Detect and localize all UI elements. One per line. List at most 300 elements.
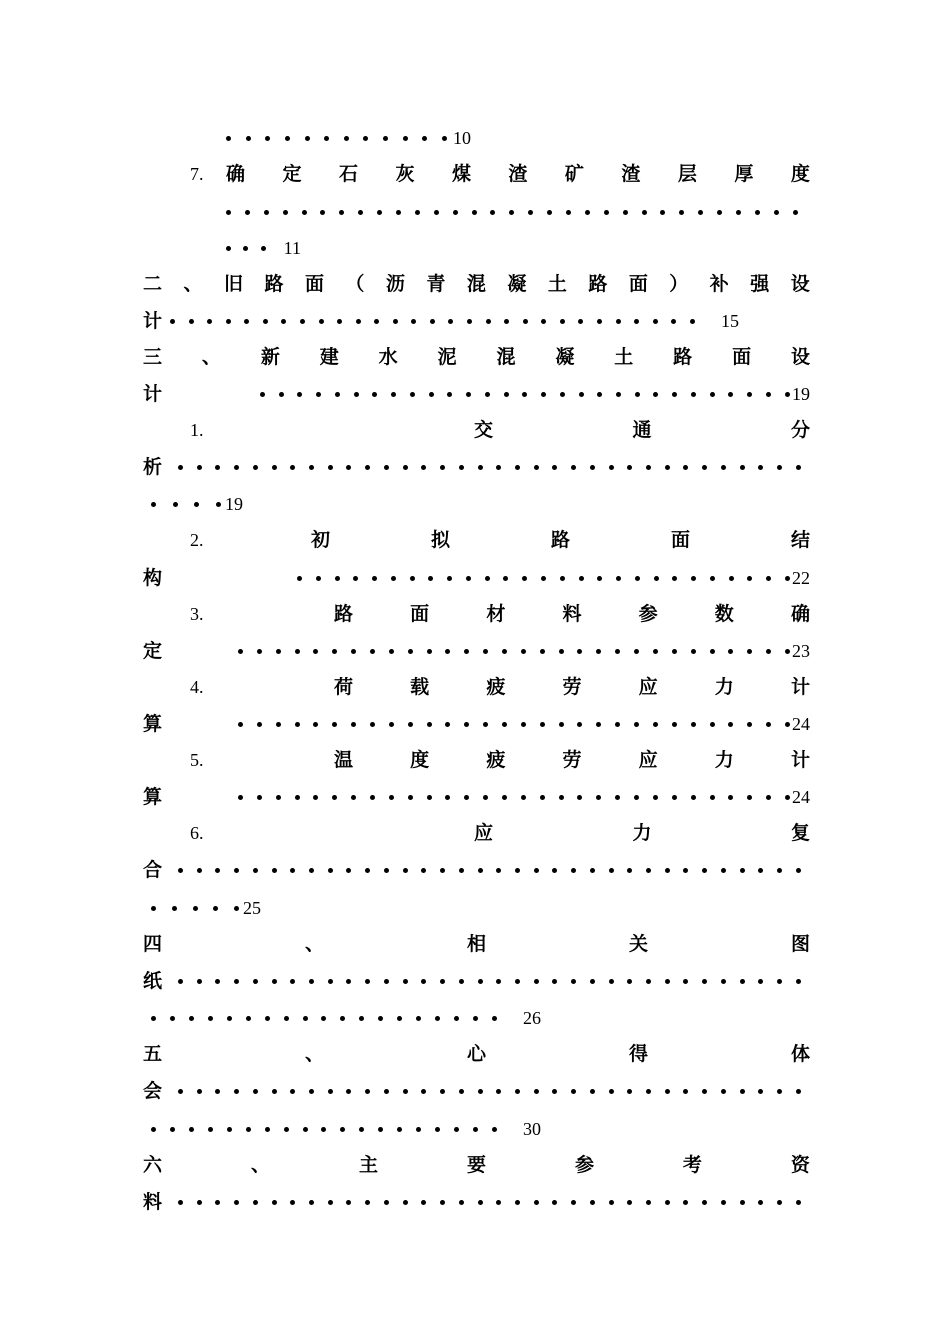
leader-dot — [528, 210, 533, 215]
title-char: 四 — [143, 933, 163, 955]
title-char: 路 — [334, 603, 354, 625]
dot-leader — [170, 319, 695, 324]
leader-dot — [615, 795, 620, 800]
leader-dot — [403, 136, 408, 141]
leader-dot — [571, 979, 576, 984]
leader-dot — [234, 1089, 239, 1094]
entry-number: 2. — [190, 530, 204, 550]
leader-dot — [344, 136, 349, 141]
title-char: 面 — [732, 346, 752, 368]
title-char: 相 — [466, 933, 486, 955]
leader-dot — [634, 795, 639, 800]
leader-dot — [234, 1200, 239, 1205]
dot-leader — [238, 795, 790, 800]
leader-dot — [702, 868, 707, 873]
leader-dot — [691, 649, 696, 654]
leader-dot — [747, 649, 752, 654]
title-char: 凝 — [507, 273, 527, 295]
leader-dot — [295, 649, 300, 654]
leader-dot — [590, 1200, 595, 1205]
leader-dot — [411, 319, 416, 324]
leader-dot — [346, 868, 351, 873]
leader-dot — [365, 465, 370, 470]
leader-dot — [257, 795, 262, 800]
leader-dot — [540, 795, 545, 800]
title-char: 渣 — [621, 163, 641, 185]
leader-dot — [234, 868, 239, 873]
leader-dot — [777, 1089, 782, 1094]
leader-dot — [486, 319, 491, 324]
leader-dot — [698, 210, 703, 215]
leader-dot — [365, 979, 370, 984]
title-char: 补 — [709, 273, 729, 295]
toc-entry-6[interactable] — [190, 815, 810, 851]
leader-dot — [577, 649, 582, 654]
entry-number: 7. — [190, 164, 204, 184]
leader-dot — [597, 319, 602, 324]
leader-dot — [796, 868, 801, 873]
toc-leader-line — [143, 1184, 801, 1220]
leader-dot — [384, 1200, 389, 1205]
toc-section-5[interactable] — [143, 1036, 810, 1072]
leader-dot — [261, 246, 266, 251]
leader-dot — [435, 1016, 440, 1021]
leader-dot — [297, 392, 302, 397]
leader-dot — [596, 722, 601, 727]
leader-dot — [172, 906, 177, 911]
dot-leader — [226, 210, 798, 215]
toc-entry-3[interactable] — [190, 596, 810, 632]
title-char: 设 — [790, 346, 810, 368]
leader-dot — [227, 1127, 232, 1132]
toc-section-2[interactable] — [143, 266, 810, 302]
leader-dot — [604, 210, 609, 215]
title-char: 计 — [790, 676, 810, 698]
title-char: 度 — [410, 749, 430, 771]
leader-dot — [515, 1089, 520, 1094]
leader-dot — [609, 1200, 614, 1205]
leader-dot — [653, 319, 658, 324]
toc-entry-2[interactable] — [190, 522, 810, 558]
leader-dot — [384, 979, 389, 984]
dot-leader — [151, 502, 221, 507]
leader-dot — [197, 1200, 202, 1205]
leader-dot — [253, 979, 258, 984]
leader-dot — [758, 1200, 763, 1205]
leader-dot — [295, 795, 300, 800]
leader-dot — [534, 868, 539, 873]
leader-dot — [303, 1127, 308, 1132]
leader-dot — [702, 465, 707, 470]
leader-dot — [309, 465, 314, 470]
toc-section-4[interactable] — [143, 926, 810, 962]
leader-dot — [290, 1089, 295, 1094]
leader-dot — [623, 210, 628, 215]
entry-tail: 析 — [143, 456, 163, 478]
leader-dot — [646, 979, 651, 984]
leader-dot — [522, 392, 527, 397]
leader-dot — [442, 136, 447, 141]
leader-dot — [238, 795, 243, 800]
leader-dot — [492, 1016, 497, 1021]
leader-dot — [747, 392, 752, 397]
entry-tail: 构 — [143, 567, 163, 589]
title-char: 路 — [550, 529, 570, 551]
title-char: 复 — [790, 822, 810, 844]
leader-dot — [609, 979, 614, 984]
leader-dot — [351, 649, 356, 654]
leader-dot — [279, 392, 284, 397]
title-char: 面 — [304, 273, 324, 295]
leader-dot — [316, 576, 321, 581]
toc-entry-1[interactable] — [190, 412, 810, 448]
leader-dot — [447, 576, 452, 581]
leader-dot — [672, 722, 677, 727]
leader-dot — [646, 1200, 651, 1205]
leader-dot — [541, 576, 546, 581]
toc-leader-line — [143, 779, 810, 815]
leader-dot — [309, 979, 314, 984]
leader-dot — [728, 649, 733, 654]
leader-dot — [646, 1089, 651, 1094]
entry-number: 4. — [190, 677, 204, 697]
leader-dot — [359, 1016, 364, 1021]
toc-leader-line — [151, 1111, 548, 1147]
toc-entry-4[interactable] — [190, 669, 810, 705]
page-number: 26 — [523, 1008, 541, 1028]
dot-leader — [260, 392, 790, 397]
leader-dot — [646, 465, 651, 470]
leader-dot — [403, 979, 408, 984]
leader-dot — [785, 649, 790, 654]
leader-dot — [646, 868, 651, 873]
leader-dot — [454, 1127, 459, 1132]
title-char: 混 — [496, 346, 516, 368]
leader-dot — [642, 210, 647, 215]
leader-dot — [683, 1200, 688, 1205]
toc-section-6[interactable] — [143, 1147, 810, 1183]
leader-dot — [408, 649, 413, 654]
leader-dot — [502, 795, 507, 800]
leader-dot — [284, 1127, 289, 1132]
title-char: 二 — [143, 273, 163, 295]
leader-dot — [459, 465, 464, 470]
leader-dot — [766, 795, 771, 800]
leader-dot — [358, 210, 363, 215]
leader-dot — [234, 979, 239, 984]
leader-dot — [559, 649, 564, 654]
leader-dot — [403, 1089, 408, 1094]
leader-dot — [272, 979, 277, 984]
leader-dot — [534, 465, 539, 470]
leader-dot — [151, 1016, 156, 1021]
leader-dot — [515, 465, 520, 470]
leader-dot — [189, 319, 194, 324]
leader-dot — [170, 1016, 175, 1021]
leader-dot — [372, 392, 377, 397]
leader-dot — [467, 319, 472, 324]
leader-dot — [403, 1200, 408, 1205]
title-char: 土 — [547, 273, 567, 295]
leader-dot — [216, 502, 221, 507]
leader-dot — [571, 1200, 576, 1205]
leader-dot — [434, 210, 439, 215]
leader-dot — [459, 1200, 464, 1205]
leader-dot — [571, 1089, 576, 1094]
leader-dot — [173, 502, 178, 507]
leader-dot — [178, 1089, 183, 1094]
entry-title — [474, 412, 810, 448]
leader-dot — [616, 576, 621, 581]
leader-dot — [226, 136, 231, 141]
leader-dot — [427, 722, 432, 727]
leader-dot — [246, 1016, 251, 1021]
leader-dot — [365, 1089, 370, 1094]
leader-dot — [253, 868, 258, 873]
title-char: 设 — [790, 273, 810, 295]
leader-dot — [616, 392, 621, 397]
leader-dot — [428, 576, 433, 581]
leader-dot — [396, 210, 401, 215]
leader-dot — [634, 319, 639, 324]
leader-dot — [440, 979, 445, 984]
leader-dot — [616, 319, 621, 324]
toc-leader-line — [143, 560, 810, 596]
leader-dot — [710, 722, 715, 727]
leader-dot — [383, 136, 388, 141]
leader-dot — [328, 1200, 333, 1205]
leader-dot — [440, 465, 445, 470]
leader-dot — [427, 795, 432, 800]
leader-dot — [197, 465, 202, 470]
leader-dot — [151, 1127, 156, 1132]
title-char: 交 — [474, 419, 494, 441]
leader-dot — [410, 576, 415, 581]
toc-leader-line — [151, 890, 261, 926]
leader-dot — [683, 1089, 688, 1094]
title-char: 三 — [143, 346, 163, 368]
title-char: 层 — [677, 163, 697, 185]
leader-dot — [683, 465, 688, 470]
leader-dot — [502, 722, 507, 727]
leader-dot — [265, 1127, 270, 1132]
leader-dot — [234, 465, 239, 470]
leader-dot — [796, 1089, 801, 1094]
page-number: 11 — [283, 238, 301, 258]
leader-dot — [340, 1127, 345, 1132]
leader-dot — [178, 868, 183, 873]
leader-dot — [389, 649, 394, 654]
leader-dot — [785, 795, 790, 800]
leader-dot — [309, 868, 314, 873]
leader-dot — [566, 210, 571, 215]
title-char: 初 — [311, 529, 331, 551]
leader-dot — [427, 649, 432, 654]
dot-leader — [226, 246, 266, 251]
title-char: 温 — [334, 749, 354, 771]
entry-title — [474, 815, 810, 851]
leader-dot — [300, 319, 305, 324]
leader-dot — [303, 1016, 308, 1021]
page-number: 22 — [792, 568, 810, 588]
leader-dot — [585, 210, 590, 215]
leader-dot — [272, 868, 277, 873]
leader-dot — [281, 319, 286, 324]
leader-dot — [472, 210, 477, 215]
title-char: 、 — [304, 1043, 324, 1065]
leader-dot — [354, 392, 359, 397]
dot-leader — [151, 1127, 497, 1132]
leader-dot — [238, 722, 243, 727]
toc-leader-line — [226, 230, 301, 266]
title-char: 沥 — [385, 273, 405, 295]
leader-dot — [653, 795, 658, 800]
leader-dot — [492, 1127, 497, 1132]
leader-dot — [377, 210, 382, 215]
leader-dot — [208, 1127, 213, 1132]
leader-dot — [683, 868, 688, 873]
toc-entry-7[interactable] — [190, 156, 810, 192]
leader-dot — [459, 1089, 464, 1094]
toc-leader-line — [151, 486, 243, 522]
leader-dot — [590, 1089, 595, 1094]
leader-dot — [665, 979, 670, 984]
toc-leader-line — [143, 1073, 801, 1109]
title-char: 荷 — [334, 676, 354, 698]
leader-dot — [665, 1200, 670, 1205]
title-char: 分 — [790, 419, 810, 441]
leader-dot — [515, 1200, 520, 1205]
leader-dot — [332, 649, 337, 654]
toc-leader-line — [143, 852, 801, 888]
title-char: 、 — [304, 933, 324, 955]
title-char: 六 — [143, 1154, 163, 1176]
leader-dot — [408, 795, 413, 800]
title-char: 关 — [628, 933, 648, 955]
leader-dot — [316, 392, 321, 397]
leader-dot — [747, 722, 752, 727]
title-char: 结 — [790, 529, 810, 551]
leader-dot — [672, 392, 677, 397]
leader-dot — [378, 1016, 383, 1021]
title-char: 煤 — [451, 163, 471, 185]
leader-dot — [464, 649, 469, 654]
leader-dot — [351, 722, 356, 727]
leader-dot — [227, 1016, 232, 1021]
title-char: 确 — [790, 603, 810, 625]
leader-dot — [596, 649, 601, 654]
leader-dot — [747, 576, 752, 581]
leader-dot — [534, 979, 539, 984]
page-number: 23 — [792, 641, 810, 661]
title-char: 度 — [790, 163, 810, 185]
entry-number: 1. — [190, 420, 204, 440]
leader-dot — [672, 576, 677, 581]
leader-dot — [777, 868, 782, 873]
leader-dot — [717, 210, 722, 215]
leader-dot — [653, 649, 658, 654]
leader-dot — [464, 722, 469, 727]
leader-dot — [679, 210, 684, 215]
title-char: 力 — [632, 822, 652, 844]
leader-dot — [691, 392, 696, 397]
leader-dot — [213, 906, 218, 911]
leader-dot — [665, 465, 670, 470]
entry-title — [334, 669, 810, 705]
leader-dot — [710, 392, 715, 397]
leader-dot — [590, 465, 595, 470]
title-char: 图 — [790, 933, 810, 955]
title-char: 路 — [264, 273, 284, 295]
title-char: （ — [345, 273, 365, 295]
leader-dot — [189, 1016, 194, 1021]
leader-dot — [534, 1200, 539, 1205]
leader-dot — [504, 392, 509, 397]
title-char: 矿 — [564, 163, 584, 185]
title-char: 要 — [466, 1154, 486, 1176]
leader-dot — [515, 868, 520, 873]
leader-dot — [541, 319, 546, 324]
leader-dot — [389, 722, 394, 727]
page-number: 24 — [792, 714, 810, 734]
entry-tail: 合 — [143, 859, 163, 881]
title-char: 劳 — [562, 676, 582, 698]
leader-dot — [365, 868, 370, 873]
leader-dot — [276, 795, 281, 800]
leader-dot — [421, 1200, 426, 1205]
entry-number: 3. — [190, 604, 204, 624]
leader-dot — [609, 1089, 614, 1094]
title-char: 新 — [260, 346, 280, 368]
leader-dot — [793, 210, 798, 215]
leader-dot — [276, 649, 281, 654]
leader-dot — [226, 319, 231, 324]
leader-dot — [690, 319, 695, 324]
leader-dot — [671, 319, 676, 324]
leader-dot — [445, 649, 450, 654]
toc-section-3[interactable] — [143, 339, 810, 375]
leader-dot — [702, 979, 707, 984]
leader-dot — [777, 1200, 782, 1205]
toc-entry-5[interactable] — [190, 742, 810, 778]
title-char: 混 — [466, 273, 486, 295]
leader-dot — [197, 1089, 202, 1094]
title-char: 渣 — [508, 163, 528, 185]
leader-dot — [627, 465, 632, 470]
entry-number: 6. — [190, 823, 204, 843]
toc-leader-line — [143, 633, 810, 669]
leader-dot — [758, 868, 763, 873]
leader-dot — [290, 1200, 295, 1205]
leader-dot — [478, 1089, 483, 1094]
leader-dot — [796, 465, 801, 470]
leader-dot — [515, 979, 520, 984]
leader-dot — [635, 576, 640, 581]
leader-dot — [552, 1200, 557, 1205]
leader-dot — [597, 392, 602, 397]
leader-dot — [276, 722, 281, 727]
leader-dot — [578, 319, 583, 324]
dot-leader — [297, 576, 790, 581]
page-number: 30 — [523, 1119, 541, 1139]
title-char: 考 — [682, 1154, 702, 1176]
dot-leader — [238, 649, 790, 654]
leader-dot — [346, 1089, 351, 1094]
leader-dot — [721, 465, 726, 470]
leader-dot — [758, 465, 763, 470]
leader-dot — [672, 649, 677, 654]
entry-title — [334, 596, 810, 632]
